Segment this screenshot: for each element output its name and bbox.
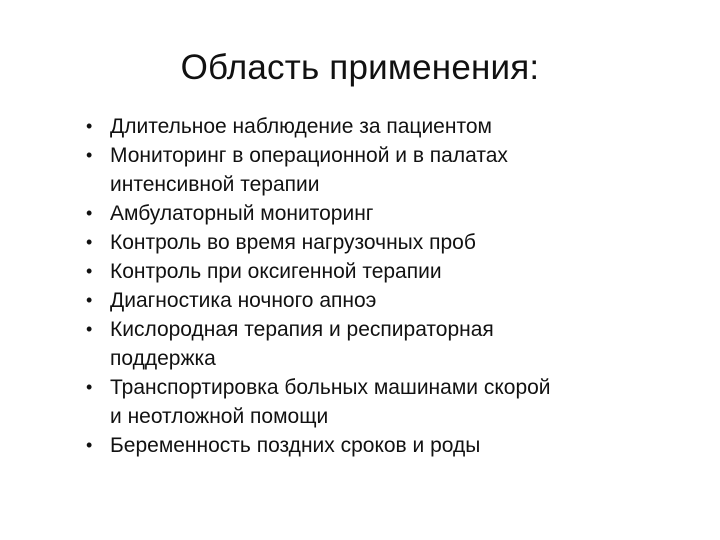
bullet-item [86,141,646,199]
bullet-list [86,112,646,460]
bullet-dot-icon: • [86,319,93,339]
bullet-dot-icon: • [86,232,93,252]
bullet-text: Кислородная терапия и респираторная [110,318,494,341]
bullet-item [86,112,646,141]
bullet-dot-icon: • [86,290,93,310]
bullet-text-continuation: и неотложной помощи [110,405,329,428]
bullet-dot-icon: • [86,145,93,165]
bullet-text: Транспортировка больных машинами скорой [110,376,551,399]
bullet-text: Мониторинг в операционной и в палатах [110,144,508,167]
bullet-dot-icon: • [86,435,93,455]
bullet-dot-icon: • [86,116,93,136]
bullet-item [86,373,646,431]
bullet-text: Контроль во время нагрузочных проб [110,231,476,254]
bullet-dot-icon: • [86,203,93,223]
bullet-dot-icon: • [86,377,93,397]
bullet-text-continuation: поддержка [110,347,216,370]
bullet-item [86,199,646,228]
bullet-item [86,286,646,315]
bullet-text-continuation: интенсивной терапии [110,173,320,196]
bullet-item [86,228,646,257]
bullet-item [86,431,646,460]
bullet-dot-icon: • [86,261,93,281]
bullet-item [86,315,646,373]
slide-title: Область применения: [180,48,540,87]
bullet-text: Амбулаторный мониторинг [110,202,374,225]
bullet-text: Диагностика ночного апноэ [110,289,377,312]
bullet-text: Длительное наблюдение за пациентом [110,115,492,138]
bullet-text: Контроль при оксигенной терапии [110,260,442,283]
bullet-text: Беременность поздних сроков и роды [110,434,481,457]
bullet-item [86,257,646,286]
